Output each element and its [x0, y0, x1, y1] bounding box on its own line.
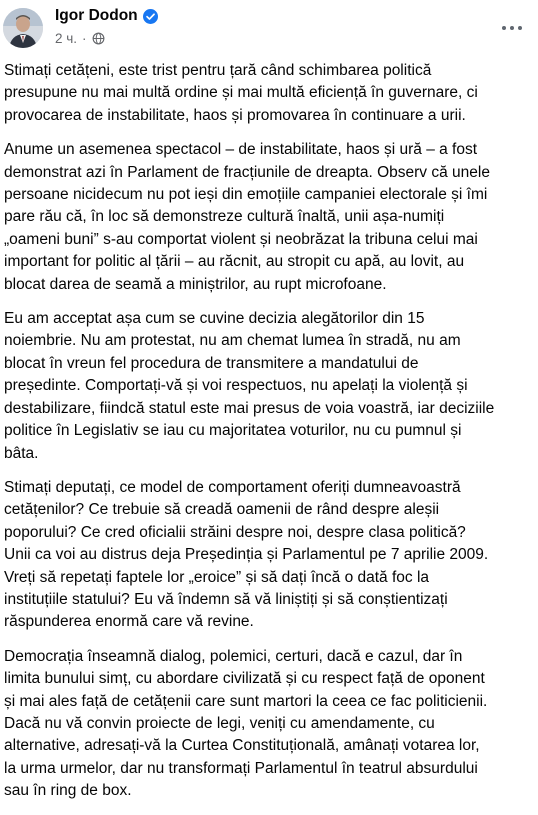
- post-paragraph: Democrația înseamnă dialog, polemici, certuri, dacă e cazul, dar în limita bunului simț, cu abordare civilizată și cu respect față de oponent și mai ales față de cetățenii care sunt martori la ceea ce fac politicienii. Dacă nu vă convin proiecte de legi, veniți cu amendamente, cu alternative, adresați-vă la Curtea Constituțională, amânați votarea lor, la urma urmelor, dar nu transformați Parlamentul în teatrul absurdului sau în ring de box.: [4, 647, 488, 800]
- more-options-icon: [502, 26, 506, 30]
- avatar-portrait-icon: [3, 8, 43, 48]
- author-name[interactable]: Igor Dodon: [55, 7, 138, 24]
- post-paragraph: Eu am acceptat așa cum se cuvine decizia alegătorilor din 15 noiembrie. Nu am protestat, nu am chemat lumea în stradă, nu am blocat în vreun fel procedura de transmitere a mandatului de președinte. Comportați-vă și voi respectuos, nu apelați la violență și destabilizare, fiindcă statul este mai presus de voia voastră, iar deciziile politice în Legislativ se iau cu majoritatea voturilor, nu cu pumnul și bâta.: [4, 310, 495, 462]
- more-options-icon: [518, 26, 522, 30]
- author-row: [55, 7, 158, 25]
- post-paragraph: Stimați deputați, ce model de comportament oferiți dumneavoastră cetățenilor? Ce trebuie să creadă oamenii de rând despre aleșii poporului? Ce cred oficialii străini despre noi, despre clasa politică? Unii ca voi au distrus deja Președinția și Parlamentul pe 7 aprilie 2009. Vreți să repetați faptele lor „eroice” și să dați încă o dată foc la instituțiile statului? Eu vă îndemn să vă liniștiți și să conștientizați răspunderea enormă care vă revine.: [4, 478, 489, 631]
- verified-badge-icon: [143, 9, 158, 24]
- more-options-icon: [510, 26, 514, 30]
- author-avatar[interactable]: [3, 8, 43, 48]
- post-paragraph: Anume un asemenea spectacol – de instabilitate, haos și ură – a fost demonstrat azi în Parlament de fracțiunile de dreapta. Observ că unele persoane nicidecum nu pot ieși din emoțiile campaniei electorale și îmi pare rău că, în loc să demonstreze cultură înaltă, unii așa-numiți „oameni buni” s-au comportat violent și neobrăzat la tribuna celui mai important for politic al țării – au răcnit, au stropit cu apă, au lovit, au blocat darea de seamă a miniștrilor, au rupt microfoane.: [4, 141, 490, 293]
- post-header: [0, 0, 538, 58]
- globe-icon[interactable]: [92, 32, 105, 45]
- post-meta: [55, 31, 105, 46]
- meta-separator: ·: [82, 31, 87, 46]
- post-paragraph: Stimați cetățeni, este trist pentru țară când schimbarea politică presupune nu mai multă ordine și mai multă eficiență în guvernare, ci provocarea de instabilitate, haos și promovarea în continuare a urii.: [4, 62, 478, 124]
- post-timestamp[interactable]: 2 ч.: [55, 31, 78, 46]
- post-text: [4, 60, 536, 815]
- more-options-button[interactable]: [494, 14, 530, 42]
